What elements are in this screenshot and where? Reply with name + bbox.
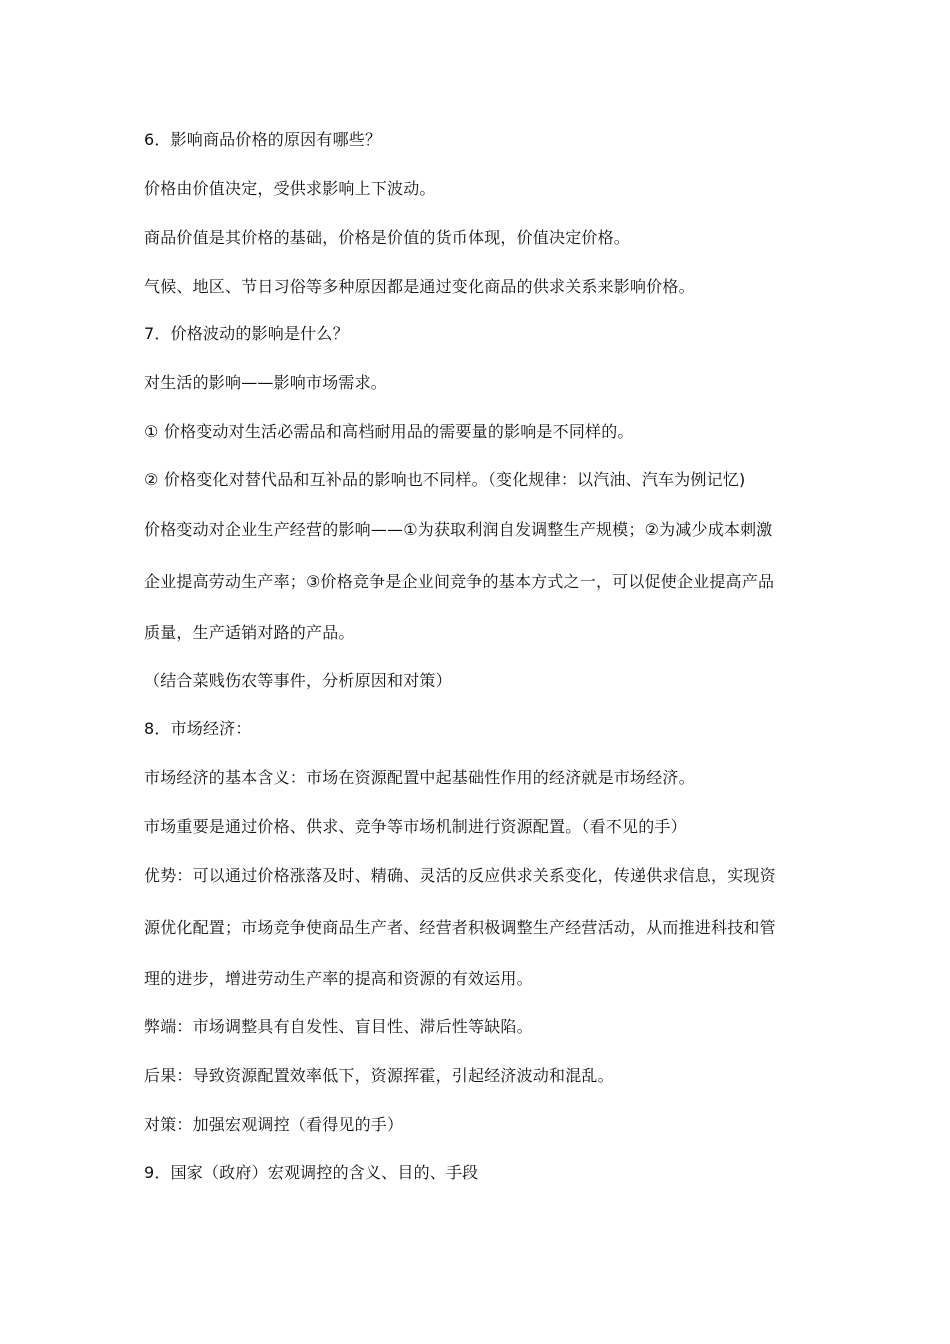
- text-line: 价格由价值决定，受供求影响上下波动。: [144, 179, 436, 198]
- numbered-point-2: ② 价格变化对替代品和互补品的影响也不同样。（变化规律：以汽油、汽车为例记忆): [144, 470, 746, 489]
- parenthetical-note: （结合菜贱伤农等事件，分析原因和对策）: [144, 671, 452, 690]
- question-8-heading: 8．市场经济：: [144, 719, 252, 738]
- text-line: 后果：导致资源配置效率低下，资源挥霍，引起经济波动和混乱。: [144, 1066, 614, 1085]
- text-line: 气候、地区、节日习俗等多种原因都是通过变化商品的供求关系来影响价格。: [144, 277, 695, 296]
- text-line: 市场经济的基本含义：市场在资源配置中起基础性作用的经济就是市场经济。: [144, 768, 695, 787]
- text-line: 对策：加强宏观调控（看得见的手）: [144, 1115, 404, 1134]
- text-line: 商品价值是其价格的基础，价格是价值的货币体现，价值决定价格。: [144, 228, 631, 247]
- text-line: 价格变动对企业生产经营的影响——①为获取利润自发调整生产规模；②为减少成本刺激: [144, 520, 773, 539]
- numbered-point-1: ① 价格变动对生活必需品和高档耐用品的需要量的影响是不同样的。: [144, 422, 634, 441]
- question-6-heading: 6．影响商品价格的原因有哪些？: [144, 130, 382, 149]
- text-line: 源优化配置；市场竞争使商品生产者、经营者积极调整生产经营活动，从而推进科技和管: [144, 918, 776, 937]
- text-line: 优势：可以通过价格涨落及时、精确、灵活的反应供求关系变化，传递供求信息，实现资: [144, 866, 776, 885]
- question-7-heading: 7．价格波动的影响是什么？: [144, 324, 349, 343]
- text-line: 质量，生产适销对路的产品。: [144, 623, 355, 642]
- text-line: 企业提高劳动生产率；③价格竞争是企业间竞争的基本方式之一，可以促使企业提高产品: [144, 572, 775, 591]
- text-line: 对生活的影响——影响市场需求。: [144, 373, 388, 392]
- text-line: 理的进步，增进劳动生产率的提高和资源的有效运用。: [144, 969, 533, 988]
- text-line: 市场重要是通过价格、供求、竞争等市场机制进行资源配置。（看不见的手）: [144, 817, 687, 836]
- question-9-heading: 9．国家（政府）宏观调控的含义、目的、手段: [144, 1163, 479, 1182]
- text-line: 弊端：市场调整具有自发性、盲目性、滞后性等缺陷。: [144, 1017, 533, 1036]
